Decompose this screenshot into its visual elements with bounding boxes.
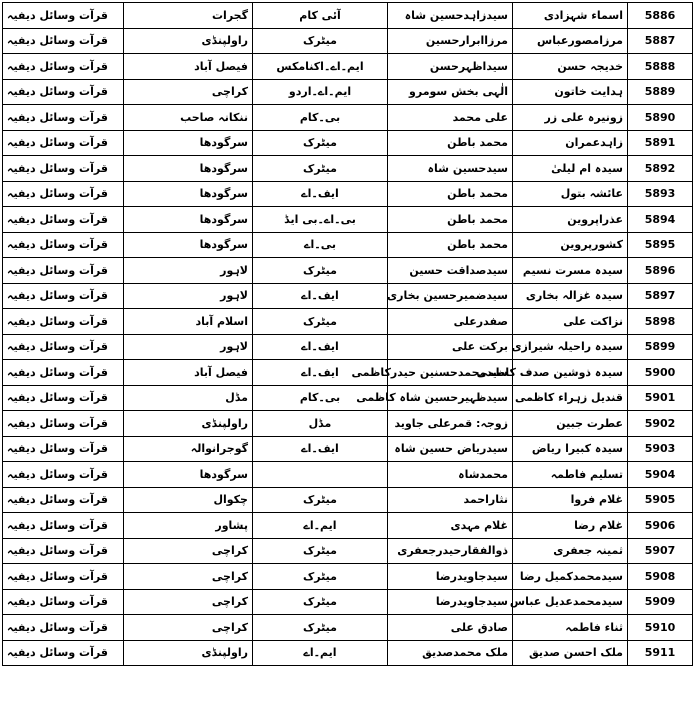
edition-cell: قرآت وسائل دیفیہ — [3, 334, 124, 360]
serial-number-cell: 5907 — [628, 538, 693, 564]
edition-cell: قرآت وسائل دیفیہ — [3, 207, 124, 233]
name-cell: نزاکت علی — [513, 309, 628, 335]
city-cell: چکوال — [124, 487, 253, 513]
qualification-cell: میٹرک — [253, 615, 388, 641]
qualification-cell: بی۔کام — [253, 105, 388, 131]
name-cell: سیدہ ذوشین صدف کاظمی — [513, 360, 628, 386]
table-row — [3, 385, 693, 411]
table-row — [3, 105, 693, 131]
table-row — [3, 156, 693, 182]
city-cell: کراچی — [124, 538, 253, 564]
guardian-name-cell: صادق علی — [388, 615, 513, 641]
serial-number-cell: 5892 — [628, 156, 693, 182]
city-cell: سرگودھا — [124, 156, 253, 182]
table-row — [3, 79, 693, 105]
city-cell: سرگودھا — [124, 130, 253, 156]
city-cell: لاہور — [124, 283, 253, 309]
guardian-name-cell: سیدظہیرحسین شاہ کاظمی — [388, 385, 513, 411]
name-cell: سیدہ کبیرا ریاض — [513, 436, 628, 462]
serial-number-cell: 5896 — [628, 258, 693, 284]
qualification-cell: میٹرک — [253, 156, 388, 182]
qualification-cell: مڈل — [253, 411, 388, 437]
table-row — [3, 589, 693, 615]
guardian-name-cell: سیدصداقت حسین — [388, 258, 513, 284]
serial-number-cell: 5905 — [628, 487, 693, 513]
serial-number-cell: 5899 — [628, 334, 693, 360]
table-row — [3, 615, 693, 641]
name-cell: اسماء شہزادی — [513, 3, 628, 29]
guardian-name-cell: سیدضمیرحسین بخاری — [388, 283, 513, 309]
table-row — [3, 28, 693, 54]
serial-number-cell: 5897 — [628, 283, 693, 309]
guardian-name-cell: سیداظہرحسن — [388, 54, 513, 80]
edition-cell: قرآت وسائل دیفیہ — [3, 28, 124, 54]
serial-number-cell: 5891 — [628, 130, 693, 156]
serial-number-cell: 5909 — [628, 589, 693, 615]
edition-cell: قرآت وسائل دیفیہ — [3, 232, 124, 258]
city-cell: کراچی — [124, 589, 253, 615]
serial-number-cell: 5908 — [628, 564, 693, 590]
name-cell: سیدہ ام لیلیٰ — [513, 156, 628, 182]
edition-cell: قرآت وسائل دیفیہ — [3, 156, 124, 182]
edition-cell: قرآت وسائل دیفیہ — [3, 589, 124, 615]
qualification-cell: میٹرک — [253, 258, 388, 284]
qualification-cell: ایف۔اے — [253, 334, 388, 360]
city-cell: گوجرانوالہ — [124, 436, 253, 462]
edition-cell: قرآت وسائل دیفیہ — [3, 181, 124, 207]
city-cell: پشاور — [124, 513, 253, 539]
qualification-cell: میٹرک — [253, 309, 388, 335]
serial-number-cell: 5903 — [628, 436, 693, 462]
guardian-name-cell: محمد باطن — [388, 130, 513, 156]
edition-cell: قرآت وسائل دیفیہ — [3, 513, 124, 539]
guardian-name-cell: غلام مہدی — [388, 513, 513, 539]
table-row — [3, 360, 693, 386]
qualification-cell: میٹرک — [253, 538, 388, 564]
name-cell: غلام فروا — [513, 487, 628, 513]
table-row — [3, 232, 693, 258]
qualification-cell: میٹرک — [253, 487, 388, 513]
table-row — [3, 462, 693, 488]
name-cell: عذراپروین — [513, 207, 628, 233]
name-cell: ملک احسن صدیق — [513, 640, 628, 666]
city-cell: کراچی — [124, 615, 253, 641]
city-cell: فیصل آباد — [124, 360, 253, 386]
guardian-name-cell: سیدریاض حسین شاہ — [388, 436, 513, 462]
edition-cell: قرآت وسائل دیفیہ — [3, 564, 124, 590]
serial-number-cell: 5894 — [628, 207, 693, 233]
city-cell: کراچی — [124, 564, 253, 590]
qualification-cell: ایف۔اے — [253, 360, 388, 386]
serial-number-cell: 5886 — [628, 3, 693, 29]
qualification-cell: بی۔اے۔بی ایڈ — [253, 207, 388, 233]
guardian-name-cell: برکت علی — [388, 334, 513, 360]
edition-cell: قرآت وسائل دیفیہ — [3, 79, 124, 105]
qualification-cell: ایم۔اے۔اکنامکس — [253, 54, 388, 80]
guardian-name-cell: مرزاابرارحسین — [388, 28, 513, 54]
name-cell: ثمینہ جعفری — [513, 538, 628, 564]
table-row — [3, 436, 693, 462]
guardian-name-cell: محمد باطن — [388, 181, 513, 207]
table-row — [3, 207, 693, 233]
guardian-name-cell: سیدزاہدحسین شاہ — [388, 3, 513, 29]
city-cell: راولپنڈی — [124, 411, 253, 437]
edition-cell: قرآت وسائل دیفیہ — [3, 309, 124, 335]
guardian-name-cell: محمد باطن — [388, 207, 513, 233]
name-cell: غلام رضا — [513, 513, 628, 539]
qualification-cell: میٹرک — [253, 589, 388, 615]
city-cell: مڈل — [124, 385, 253, 411]
name-cell: مرزامصورعباس — [513, 28, 628, 54]
table-row — [3, 283, 693, 309]
name-cell: خدیجہ حسن — [513, 54, 628, 80]
serial-number-cell: 5898 — [628, 309, 693, 335]
guardian-name-cell: سیدجاویدرضا — [388, 589, 513, 615]
qualification-cell: بی۔اے — [253, 232, 388, 258]
serial-number-cell: 5887 — [628, 28, 693, 54]
serial-number-cell: 5904 — [628, 462, 693, 488]
qualification-cell: ایف۔اے — [253, 283, 388, 309]
name-cell: عطرت جبین — [513, 411, 628, 437]
table-row — [3, 181, 693, 207]
name-cell: سیدمحمدعدیل عباس — [513, 589, 628, 615]
guardian-name-cell: محمدشاہ — [388, 462, 513, 488]
guardian-name-cell: سیدجاویدرضا — [388, 564, 513, 590]
records-table — [2, 2, 693, 666]
edition-cell: قرآت وسائل دیفیہ — [3, 538, 124, 564]
guardian-name-cell: سیدمحمدحسنین حیدرکاظمی — [388, 360, 513, 386]
edition-cell: قرآت وسائل دیفیہ — [3, 615, 124, 641]
name-cell: زونیرہ علی زر — [513, 105, 628, 131]
table-row — [3, 309, 693, 335]
city-cell: راولپنڈی — [124, 28, 253, 54]
city-cell: سرگودھا — [124, 232, 253, 258]
guardian-name-cell: الٰہی بخش سومرو — [388, 79, 513, 105]
city-cell: راولپنڈی — [124, 640, 253, 666]
city-cell: سرگودھا — [124, 462, 253, 488]
serial-number-cell: 5902 — [628, 411, 693, 437]
edition-cell: قرآت وسائل دیفیہ — [3, 105, 124, 131]
guardian-name-cell: علی محمد — [388, 105, 513, 131]
serial-number-cell: 5901 — [628, 385, 693, 411]
qualification-cell: آئی کام — [253, 3, 388, 29]
edition-cell: قرآت وسائل دیفیہ — [3, 130, 124, 156]
edition-cell: قرآت وسائل دیفیہ — [3, 258, 124, 284]
city-cell: کراچی — [124, 79, 253, 105]
city-cell: لاہور — [124, 334, 253, 360]
city-cell: سرگودھا — [124, 181, 253, 207]
edition-cell: قرآت وسائل دیفیہ — [3, 640, 124, 666]
table-row — [3, 258, 693, 284]
guardian-name-cell: ملک محمدصدیق — [388, 640, 513, 666]
qualification-cell: میٹرک — [253, 564, 388, 590]
qualification-cell: ایم۔اے — [253, 513, 388, 539]
qualification-cell: بی۔کام — [253, 385, 388, 411]
name-cell: کشورپروین — [513, 232, 628, 258]
edition-cell: قرآت وسائل دیفیہ — [3, 487, 124, 513]
table-row — [3, 3, 693, 29]
table-row — [3, 334, 693, 360]
name-cell: سیدہ غزالہ بخاری — [513, 283, 628, 309]
edition-cell: قرآت وسائل دیفیہ — [3, 462, 124, 488]
city-cell: ننکانہ صاحب — [124, 105, 253, 131]
records-body — [3, 3, 693, 666]
name-cell: ثناء فاطمہ — [513, 615, 628, 641]
guardian-name-cell: ذوالفقارحیدرجعفری — [388, 538, 513, 564]
edition-cell: قرآت وسائل دیفیہ — [3, 411, 124, 437]
city-cell: اسلام آباد — [124, 309, 253, 335]
serial-number-cell: 5911 — [628, 640, 693, 666]
serial-number-cell: 5889 — [628, 79, 693, 105]
name-cell: ہدایت خاتون — [513, 79, 628, 105]
edition-cell: قرآت وسائل دیفیہ — [3, 54, 124, 80]
qualification-cell: ایف۔اے — [253, 181, 388, 207]
serial-number-cell: 5910 — [628, 615, 693, 641]
qualification-cell: میٹرک — [253, 28, 388, 54]
guardian-name-cell: صفدرعلی — [388, 309, 513, 335]
serial-number-cell: 5895 — [628, 232, 693, 258]
qualification-cell: ایم۔اے — [253, 640, 388, 666]
city-cell: فیصل آباد — [124, 54, 253, 80]
table-row — [3, 513, 693, 539]
serial-number-cell: 5888 — [628, 54, 693, 80]
serial-number-cell: 5890 — [628, 105, 693, 131]
table-row — [3, 411, 693, 437]
guardian-name-cell: زوجہ: قمرعلی جاوید — [388, 411, 513, 437]
city-cell: گجرات — [124, 3, 253, 29]
name-cell: تسلیم فاطمہ — [513, 462, 628, 488]
edition-cell: قرآت وسائل دیفیہ — [3, 360, 124, 386]
name-cell: سیدمحمدکمیل رضا — [513, 564, 628, 590]
edition-cell: قرآت وسائل دیفیہ — [3, 436, 124, 462]
city-cell: لاہور — [124, 258, 253, 284]
guardian-name-cell: نثاراحمد — [388, 487, 513, 513]
qualification-cell — [253, 462, 388, 488]
qualification-cell: میٹرک — [253, 130, 388, 156]
edition-cell: قرآت وسائل دیفیہ — [3, 385, 124, 411]
table-row — [3, 538, 693, 564]
serial-number-cell: 5893 — [628, 181, 693, 207]
guardian-name-cell: سیدحسین شاہ — [388, 156, 513, 182]
table-row — [3, 487, 693, 513]
name-cell: سیدہ مسرت نسیم — [513, 258, 628, 284]
name-cell: عائشہ بتول — [513, 181, 628, 207]
qualification-cell: ایم۔اے۔اردو — [253, 79, 388, 105]
name-cell: سیدہ راحیلہ شیرازی — [513, 334, 628, 360]
name-cell: زاہدعمران — [513, 130, 628, 156]
guardian-name-cell: محمد باطن — [388, 232, 513, 258]
serial-number-cell: 5900 — [628, 360, 693, 386]
qualification-cell: ایف۔اے — [253, 436, 388, 462]
serial-number-cell: 5906 — [628, 513, 693, 539]
edition-cell: قرآت وسائل دیفیہ — [3, 3, 124, 29]
table-row — [3, 54, 693, 80]
table-row — [3, 130, 693, 156]
name-cell: قندیل زہراء کاظمی — [513, 385, 628, 411]
table-row — [3, 640, 693, 666]
city-cell: سرگودھا — [124, 207, 253, 233]
table-row — [3, 564, 693, 590]
edition-cell: قرآت وسائل دیفیہ — [3, 283, 124, 309]
